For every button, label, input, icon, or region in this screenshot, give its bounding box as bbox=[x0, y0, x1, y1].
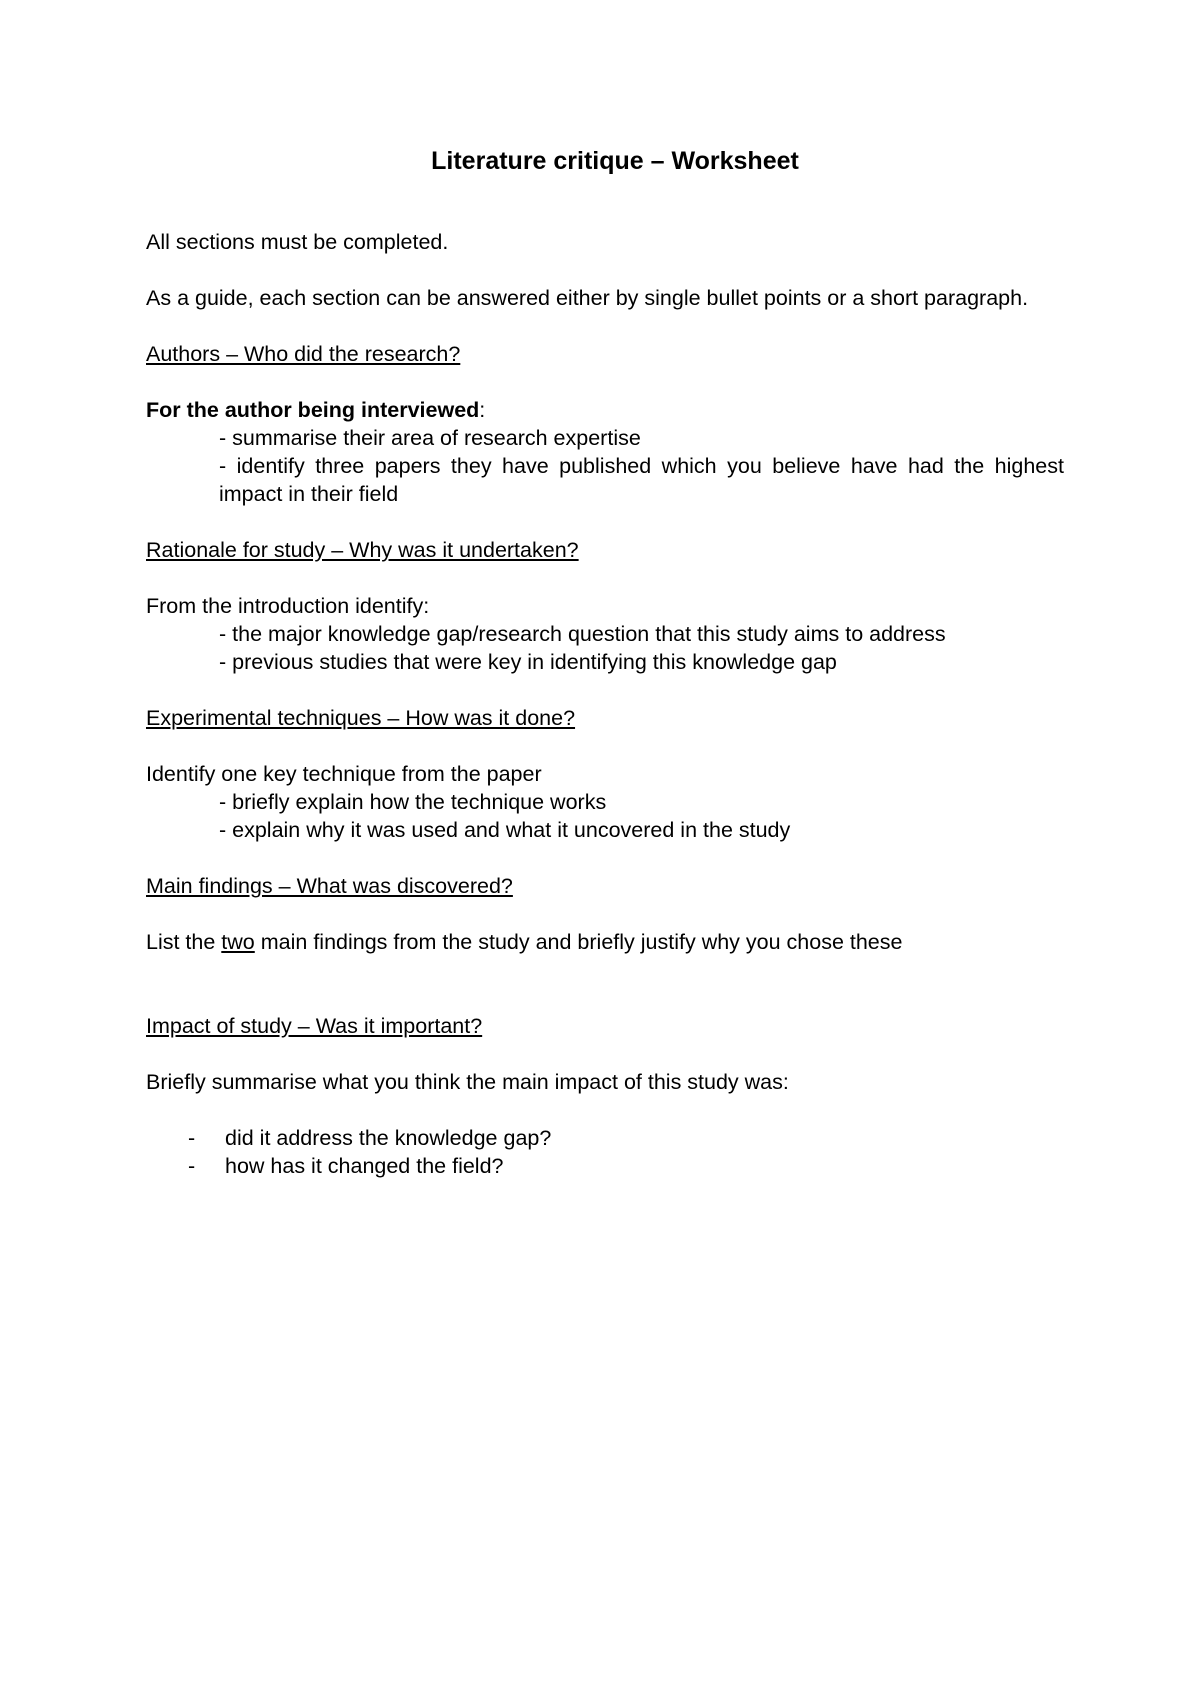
authors-lead bbox=[146, 396, 1064, 424]
impact-question: did it address the knowledge gap? bbox=[225, 1126, 552, 1150]
authors-item: - summarise their area of research expertise bbox=[219, 426, 641, 450]
section-heading-impact: Impact of study – Was it important? bbox=[146, 1014, 483, 1038]
findings-lead-post: main findings from the study and briefly justify why you chose these bbox=[254, 930, 903, 954]
section-heading-authors: Authors – Who did the research? bbox=[146, 342, 461, 366]
intro-line-completed: All sections must be completed. bbox=[146, 230, 449, 254]
section-heading-findings: Main findings – What was discovered? bbox=[146, 874, 513, 898]
impact-question-list bbox=[146, 1124, 1064, 1180]
techniques-item: - explain why it was used and what it uncovered in the study bbox=[219, 818, 791, 842]
rationale-item: - the major knowledge gap/research question that this study aims to address bbox=[219, 622, 946, 646]
findings-lead-emphasis: two bbox=[221, 930, 255, 954]
rationale-item: - previous studies that were key in identifying this knowledge gap bbox=[219, 650, 837, 674]
rationale-lead: From the introduction identify: bbox=[146, 594, 430, 618]
intro-line-guide: As a guide, each section can be answered either by single bullet points or a short paragraph. bbox=[146, 286, 1029, 310]
authors-item: - identify three papers they have published which you believe have had the highest impact in their field bbox=[219, 454, 1064, 506]
list-dash: - bbox=[188, 1154, 196, 1178]
section-heading-rationale: Rationale for study – Why was it undertaken? bbox=[146, 538, 579, 562]
list-item bbox=[146, 1152, 1064, 1180]
findings-lead-pre: List the bbox=[146, 930, 222, 954]
list-dash: - bbox=[188, 1126, 196, 1150]
authors-lead-colon: : bbox=[479, 398, 486, 422]
list-item bbox=[146, 1124, 1064, 1152]
authors-lead-bold: For the author being interviewed bbox=[146, 398, 480, 422]
techniques-item: - briefly explain how the technique works bbox=[219, 790, 607, 814]
impact-question: how has it changed the field? bbox=[225, 1154, 504, 1178]
impact-lead: Briefly summarise what you think the main impact of this study was: bbox=[146, 1070, 789, 1094]
page-title: Literature critique – Worksheet bbox=[431, 147, 799, 175]
findings-lead bbox=[146, 928, 1064, 956]
techniques-lead: Identify one key technique from the paper bbox=[146, 762, 542, 786]
section-heading-techniques: Experimental techniques – How was it done? bbox=[146, 706, 576, 730]
